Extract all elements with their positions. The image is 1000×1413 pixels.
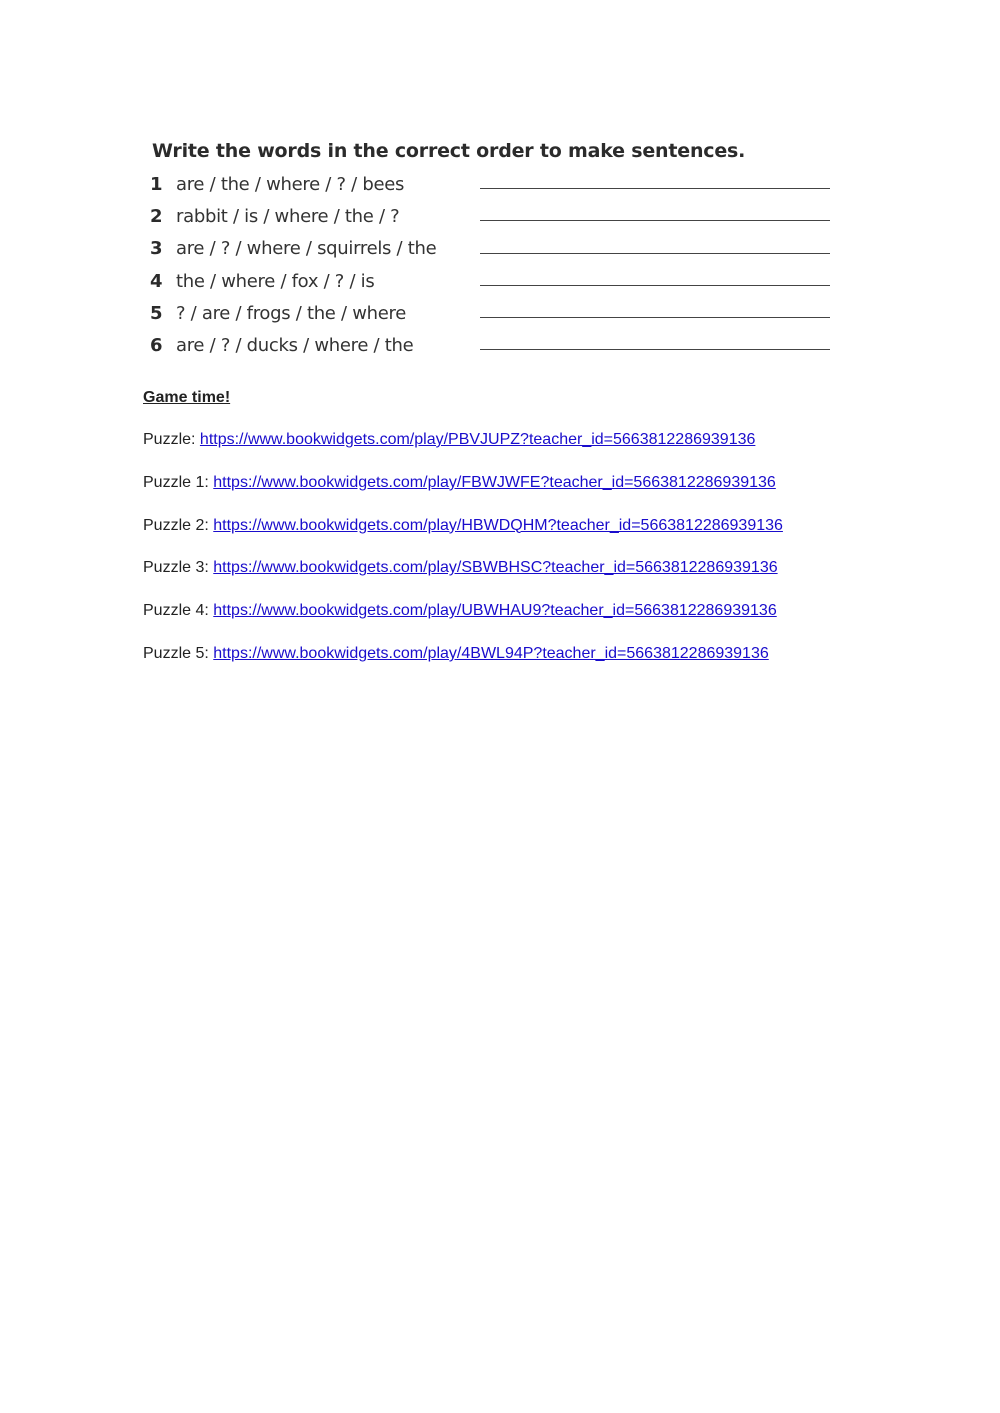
exercise-item xyxy=(150,200,840,232)
exercise-title: Write the words in the correct order to make sentences. xyxy=(152,140,746,162)
puzzle-link[interactable]: https://www.bookwidgets.com/play/HBWDQHM?teacher_id=5663812286939136 xyxy=(213,516,783,534)
item-words: rabbit / is / where / the / ? xyxy=(176,205,400,227)
puzzle-link[interactable]: https://www.bookwidgets.com/play/FBWJWFE?teacher_id=5663812286939136 xyxy=(213,473,776,491)
puzzle-line xyxy=(143,473,903,516)
puzzle-line xyxy=(143,644,903,687)
exercise-item xyxy=(150,233,840,265)
item-number: 1 xyxy=(150,173,163,195)
answer-line[interactable] xyxy=(480,188,830,189)
puzzle-label: Puzzle 2: xyxy=(143,516,214,534)
item-number: 3 xyxy=(150,238,163,260)
answer-line[interactable] xyxy=(480,253,830,254)
exercise-item xyxy=(150,297,840,329)
puzzle-label: Puzzle 5: xyxy=(143,644,214,662)
item-words: are / ? / ducks / where / the xyxy=(176,335,414,357)
game-title: Game time! xyxy=(143,389,231,406)
item-number: 2 xyxy=(150,205,163,227)
puzzle-line xyxy=(143,558,903,601)
answer-line[interactable] xyxy=(480,285,830,286)
puzzle-label: Puzzle 4: xyxy=(143,602,214,620)
item-words: are / ? / where / squirrels / the xyxy=(176,238,437,260)
exercise-item xyxy=(150,329,840,361)
puzzle-link[interactable]: https://www.bookwidgets.com/play/SBWBHSC?teacher_id=5663812286939136 xyxy=(213,559,778,577)
puzzle-label: Puzzle: xyxy=(143,431,200,448)
answer-line[interactable] xyxy=(480,220,830,221)
item-number: 4 xyxy=(150,270,163,292)
puzzle-line xyxy=(143,601,903,644)
puzzle-link[interactable]: https://www.bookwidgets.com/play/UBWHAU9?teacher_id=5663812286939136 xyxy=(213,602,777,620)
puzzle-line xyxy=(143,430,903,473)
item-words: are / the / where / ? / bees xyxy=(176,173,405,195)
puzzle-line xyxy=(143,516,903,559)
item-words: the / where / fox / ? / is xyxy=(176,270,375,292)
item-words: ? / are / frogs / the / where xyxy=(176,302,406,324)
word-order-exercise xyxy=(150,140,840,362)
item-number: 5 xyxy=(150,302,163,324)
puzzle-label: Puzzle 3: xyxy=(143,559,214,577)
puzzle-link[interactable]: https://www.bookwidgets.com/play/4BWL94P?teacher_id=5663812286939136 xyxy=(213,644,769,662)
answer-line[interactable] xyxy=(480,349,830,350)
game-section xyxy=(143,389,903,687)
puzzle-link[interactable]: https://www.bookwidgets.com/play/PBVJUPZ?teacher_id=5663812286939136 xyxy=(199,431,756,448)
answer-line[interactable] xyxy=(480,317,830,318)
exercise-item xyxy=(150,265,840,297)
item-number: 6 xyxy=(150,335,163,357)
puzzle-label: Puzzle 1: xyxy=(143,473,214,491)
exercise-item xyxy=(150,168,840,200)
